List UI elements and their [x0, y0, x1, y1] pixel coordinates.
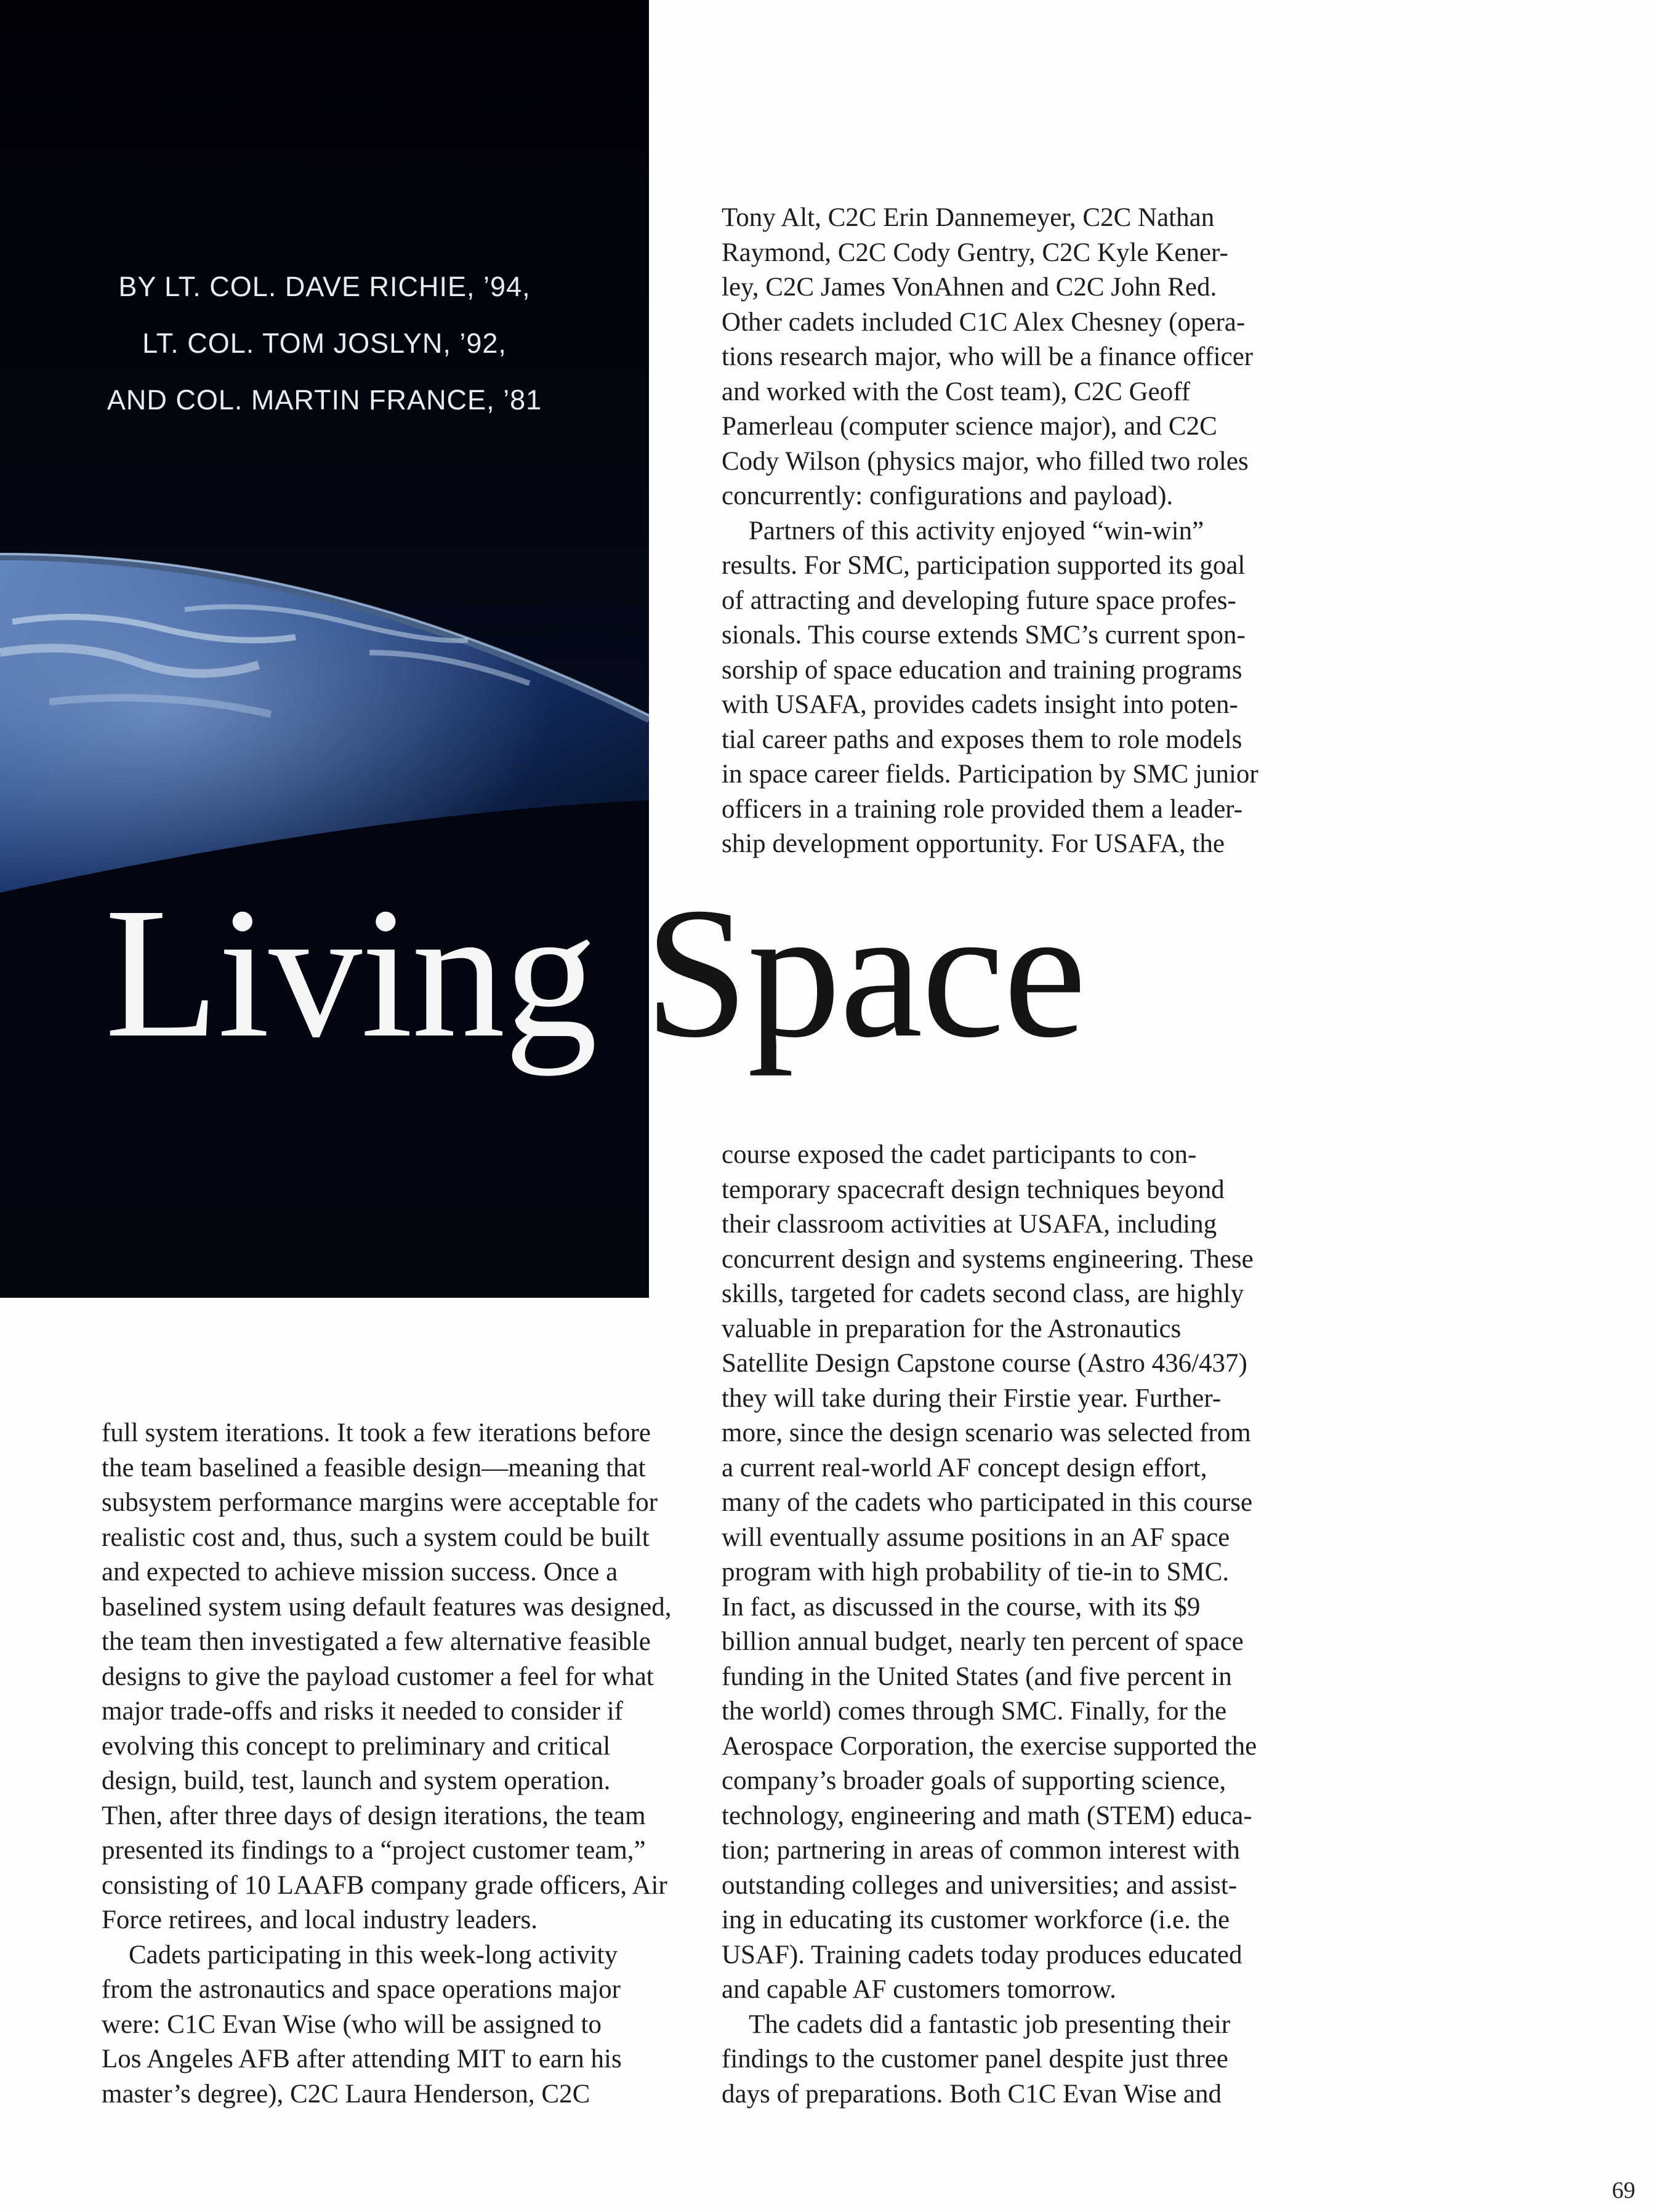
text-line: consisting of 10 LAAFB company grade officers, Air	[102, 1870, 667, 1900]
text-line: and worked with the Cost team), C2C Geoff	[722, 377, 1191, 406]
text-line: master’s degree), C2C Laura Henderson, C2C	[102, 2079, 590, 2109]
text-line: sorship of space education and training programs	[722, 655, 1242, 685]
text-line: ing in educating its customer workforce (i.e. the	[722, 1905, 1230, 1934]
text-line: Partners of this activity enjoyed “win-win”	[749, 516, 1204, 545]
text-line: baselined system using default features was designed,	[102, 1592, 672, 1622]
text-line: tion; partnering in areas of common interest with	[722, 1836, 1240, 1865]
text-line: designs to give the payload customer a feel for what	[102, 1662, 654, 1691]
text-line: many of the cadets who participated in this course	[722, 1488, 1253, 1517]
headline-word-space: Space	[644, 869, 1085, 1076]
text-line: tial career paths and exposes them to role models	[722, 725, 1242, 754]
text-line: Pamerleau (computer science major), and C2C	[722, 412, 1217, 441]
headline-word-living: Living	[105, 869, 597, 1076]
text-line: the team then investigated a few alternative feasible	[102, 1627, 651, 1656]
byline-author-3: AND COL. MARTIN FRANCE, ’81	[107, 384, 542, 416]
text-line: Cody Wilson (physics major, who filled two roles	[722, 446, 1249, 476]
text-line: their classroom activities at USAFA, including	[722, 1210, 1217, 1239]
byline-author-2: LT. COL. TOM JOSLYN, ’92,	[142, 328, 507, 359]
article-headline	[105, 850, 1085, 1096]
text-line: USAF). Training cadets today produces educated	[722, 1940, 1242, 1969]
byline	[0, 259, 649, 428]
text-line: technology, engineering and math (STEM) educa-	[722, 1801, 1252, 1830]
text-line: Los Angeles AFB after attending MIT to earn his	[102, 2045, 622, 2073]
text-line: funding in the United States (and five percent in	[722, 1662, 1232, 1691]
text-line: Other cadets included C1C Alex Chesney (opera-	[722, 307, 1246, 337]
text-line: major trade-offs and risks it needed to consider if	[102, 1697, 624, 1726]
text-line: more, since the design scenario was selected from	[722, 1418, 1251, 1447]
text-line: tions research major, who will be a finance officer	[722, 342, 1254, 371]
text-line: full system iterations. It took a few iterations before	[102, 1418, 651, 1447]
text-line: valuable in preparation for the Astronautics	[722, 1314, 1182, 1343]
page-number: 69	[1612, 2178, 1635, 2203]
text-line: the team baselined a feasible design—meaning that	[102, 1453, 646, 1482]
text-line: realistic cost and, thus, such a system could be built	[102, 1522, 650, 1552]
text-line: Tony Alt, C2C Erin Dannemeyer, C2C Nathan	[722, 203, 1215, 232]
text-line: the world) comes through SMC. Finally, for the	[722, 1697, 1227, 1726]
right-column-bottom	[722, 1138, 1313, 2112]
text-line: and capable AF customers tomorrow.	[722, 1975, 1116, 2004]
earth-horizon-image	[0, 0, 649, 1298]
text-line: design, build, test, launch and system operation.	[102, 1766, 611, 1795]
text-line: Raymond, C2C Cody Gentry, C2C Kyle Kener-	[722, 238, 1228, 267]
text-line: findings to the customer panel despite just three	[722, 2045, 1228, 2073]
text-line: ley, C2C James VonAhnen and C2C John Red.	[722, 273, 1217, 302]
text-line: subsystem performance margins were acceptable for	[102, 1488, 658, 1517]
text-line: Then, after three days of design iterations, the team	[102, 1801, 646, 1830]
left-column-bottom	[102, 1416, 672, 2112]
text-line: results. For SMC, participation supported its goal	[722, 551, 1246, 580]
text-line: days of preparations. Both C1C Evan Wise and	[722, 2079, 1222, 2109]
text-line: of attracting and developing future space profes-	[722, 585, 1236, 615]
text-line: were: C1C Evan Wise (who will be assigned to	[102, 2009, 602, 2039]
text-line: and expected to achieve mission success. Once a	[102, 1558, 618, 1587]
text-line: they will take during their Firstie year. Further-	[722, 1383, 1222, 1413]
text-line: a current real-world AF concept design effort,	[722, 1453, 1207, 1482]
text-line: billion annual budget, nearly ten percent of space	[722, 1627, 1244, 1656]
text-line: officers in a training role provided them a leader-	[722, 794, 1243, 824]
text-line: sionals. This course extends SMC’s current spon-	[722, 621, 1246, 650]
text-line: company’s broader goals of supporting science,	[722, 1766, 1226, 1795]
text-line: skills, targeted for cadets second class, are highly	[722, 1279, 1244, 1308]
text-line: concurrent design and systems engineering. These	[722, 1244, 1254, 1274]
text-line: Aerospace Corporation, the exercise supported the	[722, 1731, 1257, 1761]
text-line: ship development opportunity. For USAFA, the	[722, 829, 1225, 858]
text-line: with USAFA, provides cadets insight into poten-	[722, 690, 1238, 719]
earth-from-space-photo	[0, 0, 649, 1298]
text-line: temporary spacecraft design techniques beyond	[722, 1175, 1225, 1204]
text-line: Satellite Design Capstone course (Astro 436/437)	[722, 1349, 1247, 1378]
text-line: concurrently: configurations and payload).	[722, 481, 1174, 510]
right-column-top	[722, 201, 1313, 862]
text-line: Cadets participating in this week-long activity	[129, 1940, 618, 1969]
text-line: from the astronautics and space operations major	[102, 1975, 621, 2004]
text-line: in space career fields. Participation by SMC junior	[722, 760, 1258, 789]
text-line: In fact, as discussed in the course, with its $9	[722, 1592, 1201, 1622]
text-line: course exposed the cadet participants to con-	[722, 1140, 1197, 1169]
text-line: evolving this concept to preliminary and critical	[102, 1731, 611, 1761]
byline-author-1: BY LT. COL. DAVE RICHIE, ’94,	[118, 271, 531, 302]
text-line: program with high probability of tie-in to SMC.	[722, 1558, 1230, 1587]
text-line: presented its findings to a “project customer team,”	[102, 1836, 646, 1865]
text-line: Force retirees, and local industry leaders.	[102, 1905, 538, 1934]
text-line: outstanding colleges and universities; and assist-	[722, 1870, 1238, 1900]
text-line: will eventually assume positions in an AF space	[722, 1522, 1230, 1552]
text-line: The cadets did a fantastic job presenting their	[749, 2009, 1231, 2039]
